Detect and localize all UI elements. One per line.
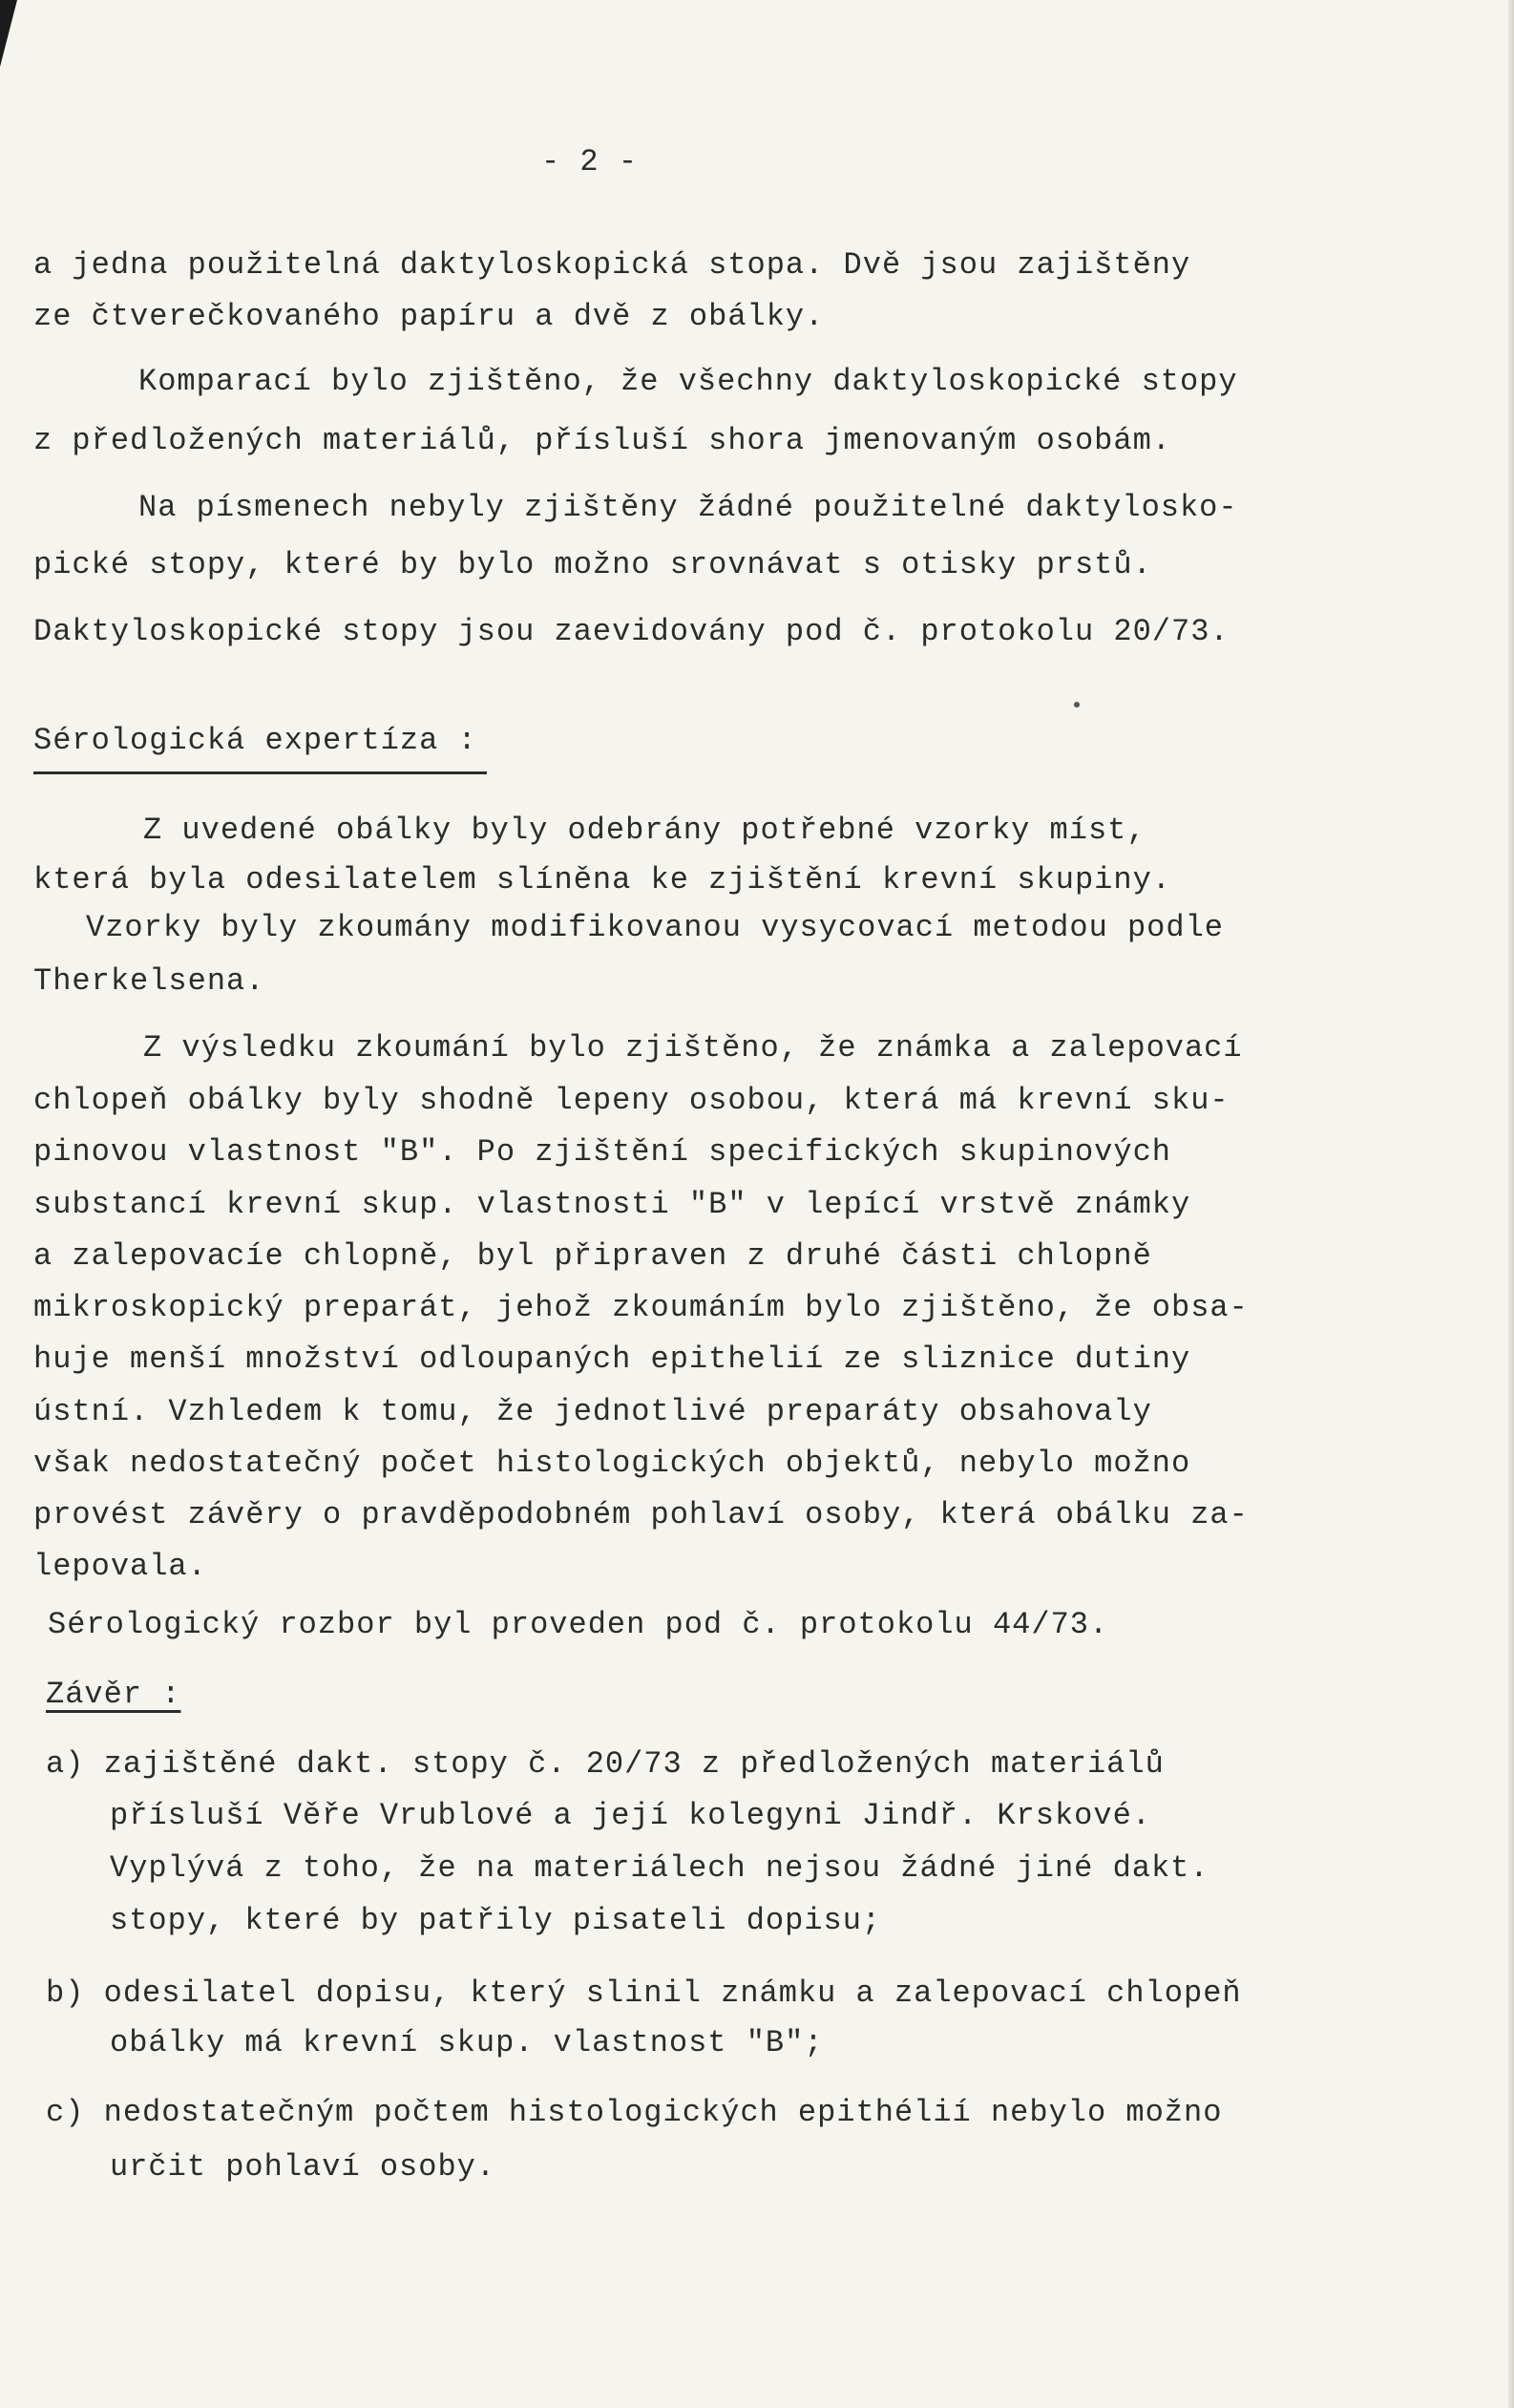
- conclusion-item-a-line: Vyplývá z toho, že na materiálech nejsou žádné jiné dakt.: [110, 1850, 1209, 1886]
- paragraph-line: a zalepovacíe chlopně, byl připraven z druhé části chlopně: [33, 1238, 1152, 1274]
- paragraph-line: provést závěry o pravděpodobném pohlaví osoby, která obálku za-: [33, 1497, 1249, 1532]
- paragraph-line: huje menší množství odloupaných epithelií ze sliznice dutiny: [33, 1341, 1191, 1377]
- conclusion-item-c-line: určit pohlaví osoby.: [110, 2149, 496, 2185]
- conclusion-item-a: a) zajištěné dakt. stopy č. 20/73 z předložených materiálů: [46, 1746, 1165, 1782]
- section-heading-serology: Sérologická expertíza :: [33, 723, 477, 758]
- paragraph-line: Z výsledku zkoumání bylo zjištěno, že známka a zalepovací: [143, 1030, 1243, 1066]
- paragraph-line: ústní. Vzhledem k tomu, že jednotlivé preparáty obsahovaly: [33, 1394, 1152, 1429]
- paragraph-line: Therkelsena.: [33, 963, 265, 999]
- paragraph-line: Komparací bylo zjištěno, že všechny daktyloskopické stopy: [138, 364, 1238, 399]
- conclusion-item-b: b) odesilatel dopisu, který slinil známku a zalepovací chlopeň: [46, 1975, 1242, 2011]
- paragraph-line: pické stopy, které by bylo možno srovnávat s otisky prstů.: [33, 547, 1152, 582]
- paragraph-line: lepovala.: [33, 1549, 207, 1584]
- paragraph-line: ze čtverečkovaného papíru a dvě z obálky.: [33, 299, 825, 334]
- heading-rule: [33, 771, 487, 774]
- conclusion-item-a-line: stopy, které by patřily pisateli dopisu;: [110, 1903, 882, 1938]
- paragraph-line: Vzorky byly zkoumány modifikovanou vysycovací metodou podle: [86, 910, 1224, 945]
- conclusion-item-b-line: obálky má krevní skup. vlastnost "B";: [110, 2025, 824, 2060]
- paragraph-line: mikroskopický preparát, jehož zkoumáním bylo zjištěno, že obsa-: [33, 1290, 1249, 1325]
- paragraph-line: chlopeň obálky byly shodně lepeny osobou, která má krevní sku-: [33, 1083, 1230, 1118]
- paragraph-line: Sérologický rozbor byl proveden pod č. protokolu 44/73.: [48, 1607, 1109, 1642]
- scan-corner-mark: [0, 0, 17, 67]
- paragraph-line: pinovou vlastnost "B". Po zjištění specifických skupinových: [33, 1134, 1171, 1170]
- page-number: - 2 -: [541, 144, 639, 180]
- conclusion-item-c: c) nedostatečným počtem histologických epithélií nebylo možno: [46, 2095, 1223, 2130]
- paragraph-line: a jedna použitelná daktyloskopická stopa. Dvě jsou zajištěny: [33, 247, 1191, 283]
- paragraph-line: která byla odesilatelem slíněna ke zjištění krevní skupiny.: [33, 862, 1171, 898]
- page-edge: [1508, 0, 1514, 2408]
- paragraph-line: substancí krevní skup. vlastnosti "B" v lepící vrstvě známky: [33, 1187, 1191, 1222]
- paragraph-line: Z uvedené obálky byly odebrány potřebné vzorky míst,: [143, 813, 1146, 848]
- ink-dot: [1074, 702, 1080, 708]
- conclusion-item-a-line: přísluší Věře Vrublové a její kolegyni Jindř. Krskové.: [110, 1798, 1151, 1833]
- paragraph-line: však nedostatečný počet histologických objektů, nebylo možno: [33, 1446, 1191, 1481]
- paragraph-line: Na písmenech nebyly zjištěny žádné použitelné daktylosko-: [138, 490, 1238, 525]
- paragraph-line: Daktyloskopické stopy jsou zaevidovány pod č. protokolu 20/73.: [33, 614, 1230, 649]
- paragraph-line: z předložených materiálů, přísluší shora jmenovaným osobám.: [33, 423, 1171, 458]
- section-heading-conclusion: Závěr :: [46, 1677, 181, 1712]
